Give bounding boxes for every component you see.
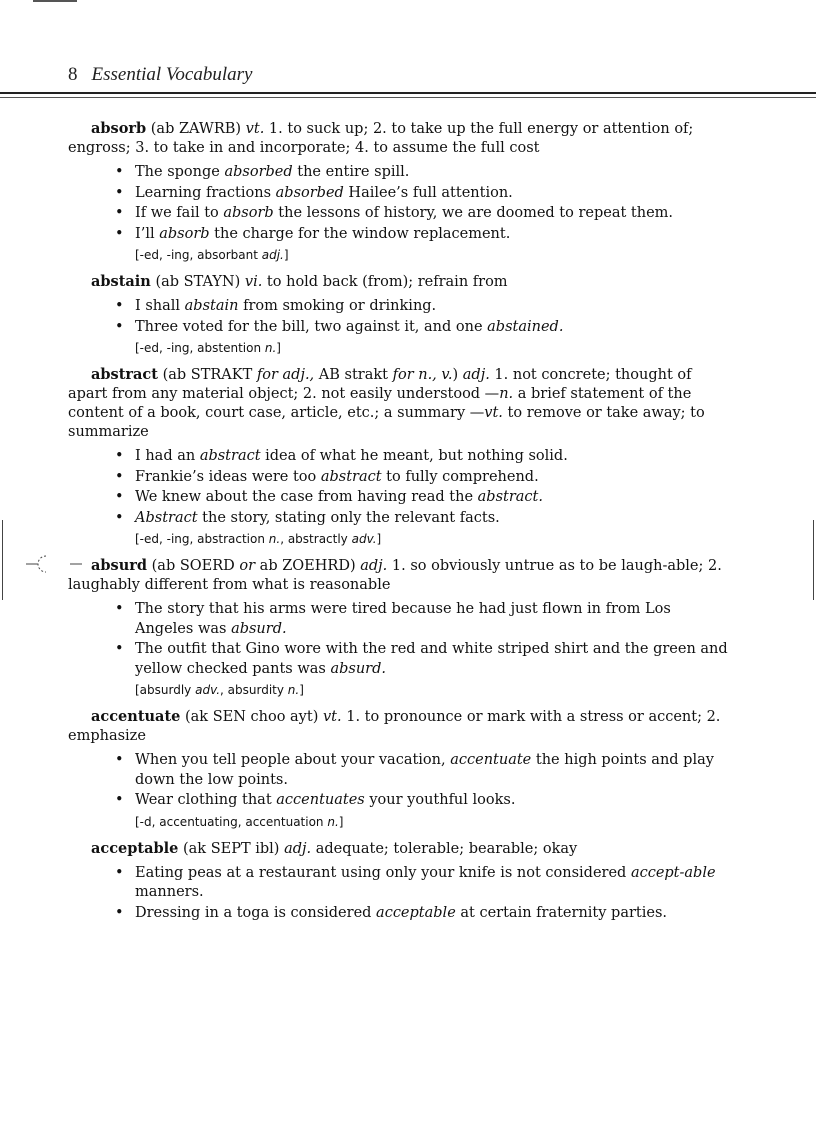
definition-text: (ab STRAKT <box>157 367 257 383</box>
definition-text: vt. <box>484 405 503 421</box>
example-text: Wear clothing that <box>135 792 277 808</box>
word-form-text: [-ed, -ing, abstention <box>135 341 265 355</box>
left-edge-mark <box>2 520 3 600</box>
example-text: The outfit that Gino wore with the red and white striped shirt and the green and yellow checked pants was <box>135 641 728 677</box>
definition <box>68 365 728 442</box>
entry-acceptable <box>68 839 728 924</box>
example-text: I shall <box>135 298 185 314</box>
word-forms <box>135 682 728 699</box>
word-form-text: n. <box>327 814 339 829</box>
definition <box>68 556 728 595</box>
example-list <box>68 864 728 924</box>
word-form-text: n. <box>268 532 281 546</box>
definition-text: 1. not concrete; thought of apart from any material object; 2. not easily understood — <box>68 367 692 402</box>
definition-text: ) <box>452 367 463 383</box>
example-text: the charge for the window replacement. <box>209 225 511 242</box>
example-sentence <box>135 904 728 924</box>
definition-text: adj. <box>360 558 388 574</box>
example-sentence <box>135 447 728 467</box>
example-sentence <box>135 791 728 811</box>
example-list <box>68 297 728 337</box>
example-text: If we fail to <box>135 205 224 221</box>
example-sentence <box>135 600 728 639</box>
example-text: We knew about the case from having read the <box>135 489 478 505</box>
definition-text: 1. so obviously untrue as to be laugh-able; 2. laughably different from what is reasonable <box>68 558 722 593</box>
word-form-text: [-ed, -ing, abstraction <box>135 532 269 546</box>
example-text: Learning fractions <box>135 184 276 201</box>
definition-text: adequate; tolerable; bearable; okay <box>311 840 578 857</box>
word-forms <box>135 814 728 831</box>
definition-text: (ab STAYN) <box>150 274 245 290</box>
word-form-text: , abstractly <box>280 532 352 546</box>
headword: absurd <box>91 557 148 574</box>
dictionary-entries <box>68 119 728 927</box>
example-text: I’ll <box>135 225 160 242</box>
entry-abstract <box>68 365 728 548</box>
example-text: abstract <box>320 468 382 485</box>
definition-text: a brief statement of the content of a book, court case, article, etc.; a summary — <box>68 386 692 421</box>
example-text: accept-able <box>630 864 716 881</box>
example-sentence <box>135 640 728 679</box>
example-sentence <box>135 163 728 183</box>
example-text: absorbed <box>224 164 293 180</box>
definition-text: (ab ZAWRB) <box>146 121 246 137</box>
example-text: When you tell people about your vacation, <box>135 752 451 768</box>
example-text: Frankie’s ideas were too <box>135 468 321 485</box>
word-forms <box>135 531 728 548</box>
example-text: I had an <box>135 448 200 464</box>
word-form-text: n. <box>287 683 300 697</box>
example-sentence <box>135 488 728 508</box>
word-form-text: [-d, accentuating, accentuation <box>135 814 328 829</box>
example-text: Three voted for the bill, two against it, and one <box>135 318 488 335</box>
example-text: abstract. <box>477 489 543 505</box>
example-text: the story, stating only the relevant facts. <box>197 509 500 526</box>
entry-abstain <box>68 272 728 357</box>
word-forms <box>135 247 728 264</box>
header-rule-thin <box>0 97 816 98</box>
definition-text: for adj., <box>256 367 315 383</box>
word-form-text: [-ed, -ing, absorbant <box>135 248 262 262</box>
example-list <box>68 751 728 811</box>
definition-text: to remove or take away; to summarize <box>68 405 705 440</box>
example-sentence <box>135 318 728 338</box>
example-text: absorb <box>223 205 274 221</box>
word-form-text: ] <box>338 814 344 829</box>
page-header <box>68 64 252 86</box>
definition-text: adj. <box>284 840 312 857</box>
entry-accentuate <box>68 707 728 831</box>
entry-absurd <box>68 556 728 699</box>
word-form-text: ] <box>299 683 304 697</box>
entry-absorb <box>68 119 728 264</box>
headword: abstain <box>91 273 151 290</box>
example-text: the entire spill. <box>292 164 410 180</box>
definition-text: for n., v. <box>392 367 453 383</box>
definition-text: ab ZOEHRD) <box>255 558 361 574</box>
definition <box>68 119 728 158</box>
example-sentence <box>135 751 728 790</box>
headword: accentuate <box>91 708 181 725</box>
word-form-text: ] <box>376 532 382 546</box>
example-text: from smoking or drinking. <box>238 298 437 314</box>
example-text: absorbed <box>275 184 344 201</box>
running-title: Essential Vocabulary <box>91 64 253 85</box>
example-sentence <box>135 864 728 903</box>
example-text: Hailee’s full attention. <box>343 184 513 201</box>
word-form-text: n. <box>264 341 277 355</box>
example-text: at certain fraternity parties. <box>455 904 668 921</box>
example-text: the lessons of history, we are doomed to repeat them. <box>273 205 674 221</box>
example-sentence <box>135 468 728 488</box>
example-text: acceptable <box>376 904 456 921</box>
example-text: manners. <box>135 884 204 900</box>
definition-text: (ak SEN choo ayt) <box>180 709 323 725</box>
word-forms <box>135 340 728 357</box>
example-sentence <box>135 225 728 245</box>
word-form-text: adj. <box>261 248 284 262</box>
headword: absorb <box>91 120 147 137</box>
example-sentence <box>135 204 728 224</box>
definition-text: AB strakt <box>314 367 393 383</box>
word-form-text: , absurdity <box>220 683 288 697</box>
definition-text: vt. <box>245 121 265 137</box>
word-form-text: adv. <box>351 532 377 546</box>
definition-text: 1. to suck up; 2. to take up the full energy or attention of; engross; 3. to take in and incorporate; 4. to assume the full cost <box>68 121 694 156</box>
example-text: accentuate <box>450 752 532 768</box>
example-text: absurd. <box>330 660 386 677</box>
example-text: to fully comprehend. <box>381 468 539 485</box>
definition-text: 1. to pronounce or mark with a stress or accent; 2. emphasize <box>68 709 721 744</box>
definition-text: n. <box>499 386 514 402</box>
example-text: idea of what he meant, but nothing solid. <box>260 448 568 464</box>
definition-text: (ab SOERD <box>147 558 240 574</box>
word-form-text: ] <box>276 341 281 355</box>
example-list <box>68 600 728 679</box>
example-text: Dressing in a toga is considered <box>135 904 377 921</box>
definition-text: to hold back (from); refrain from <box>262 274 508 290</box>
definition <box>68 839 728 859</box>
example-text: The story that his arms were tired because he had just flown in from Los Angeles was <box>135 601 671 637</box>
example-sentence <box>135 509 728 529</box>
example-text: abstained. <box>487 318 564 335</box>
example-text: your youthful looks. <box>364 792 516 808</box>
definition-text: (ak SEPT ibl) <box>178 840 285 857</box>
page-number: 8 <box>68 64 78 85</box>
headword: abstract <box>91 366 158 383</box>
definition-text: or <box>239 558 256 574</box>
example-text: the high points and play down the low points. <box>135 752 714 788</box>
header-rule <box>0 92 816 94</box>
crop-mark <box>33 0 77 2</box>
word-form-text: adv. <box>195 683 221 697</box>
example-text: abstain <box>184 298 239 314</box>
definition-text: adj. <box>462 367 490 383</box>
definition-text: vi. <box>244 274 263 290</box>
word-form-text: [absurdly <box>135 683 196 697</box>
example-text: Eating peas at a restaurant using only your knife is not considered <box>135 864 631 881</box>
headword: acceptable <box>91 839 179 857</box>
example-text: accentuates <box>276 792 365 808</box>
definition-text: vt. <box>322 709 342 725</box>
example-text: The sponge <box>135 164 225 180</box>
example-list <box>68 447 728 528</box>
example-text: absorb <box>159 225 210 242</box>
example-text: absurd. <box>231 620 287 637</box>
example-text: abstract <box>199 448 261 464</box>
definition <box>68 707 728 746</box>
example-list <box>68 163 728 244</box>
word-form-text: ] <box>283 248 289 262</box>
example-sentence <box>135 297 728 317</box>
example-text: Abstract <box>135 509 198 526</box>
example-sentence <box>135 184 728 204</box>
right-edge-mark <box>813 520 814 600</box>
definition <box>68 272 728 292</box>
